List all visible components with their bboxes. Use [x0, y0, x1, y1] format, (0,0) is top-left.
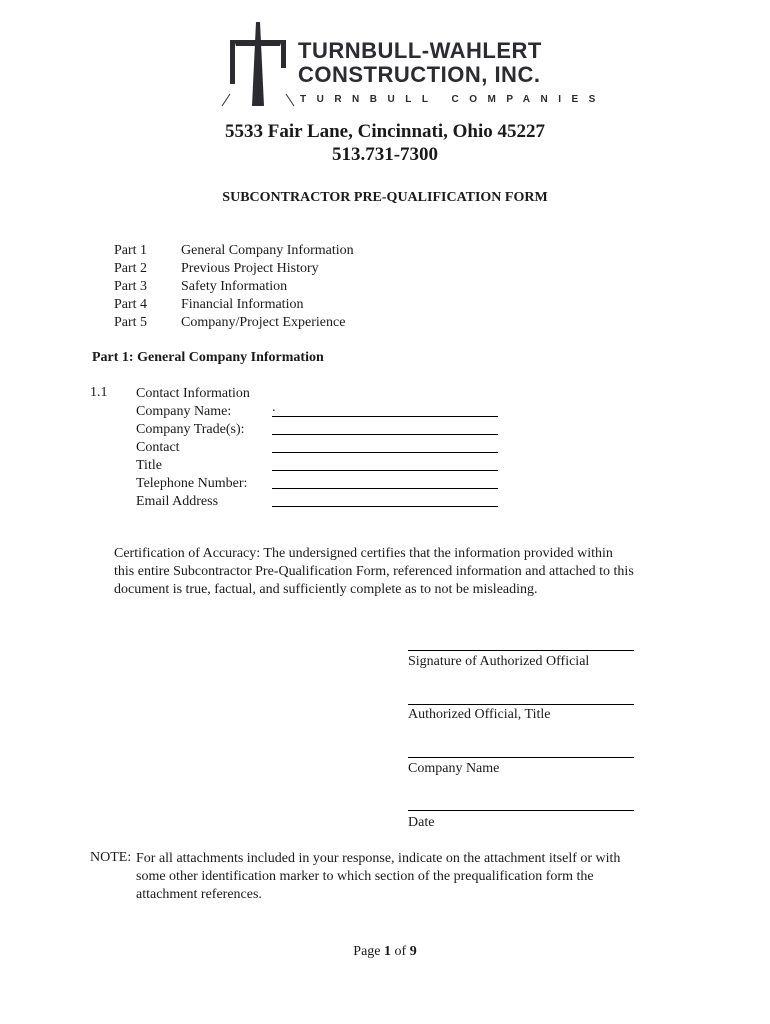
address-phone: 513.731-7300 [331, 144, 439, 165]
certification-line: this entire Subcontractor Pre-Qualification Form, referenced information and attached to this [114, 564, 634, 579]
contact-field[interactable] [272, 452, 498, 453]
address-street: 5533 Fair Lane, Cincinnati, Ohio 45227 [224, 121, 546, 142]
contact-info-block [136, 385, 250, 511]
title-field[interactable] [272, 470, 498, 471]
parts-list-item [114, 242, 354, 260]
logo-company-name-line2: CONSTRUCTION, INC. [298, 62, 541, 87]
company-name-label: Company Name: [136, 404, 232, 419]
parts-list-item [114, 296, 354, 314]
email-label: Email Address [136, 494, 219, 509]
logo-t-mark-icon [220, 20, 296, 110]
parts-list-item [114, 314, 354, 332]
note-label: NOTE: [90, 850, 132, 865]
note-line: some other identification marker to which section of the prequalification form the [136, 869, 594, 884]
logo-company-name-line1: TURNBULL-WAHLERT [298, 38, 542, 63]
part-number: Part 3 [114, 279, 148, 294]
signature-line[interactable] [408, 650, 634, 651]
part-name: Financial Information [181, 297, 304, 312]
note-line: For all attachments included in your response, indicate on the attachment itself or with [136, 851, 621, 866]
page-total: 9 [409, 944, 417, 959]
title-label: Title [136, 458, 162, 473]
company-name-field[interactable] [272, 400, 498, 417]
part-name: Safety Information [181, 279, 288, 294]
certification-paragraph [114, 545, 714, 599]
company-name-value: . [272, 400, 276, 415]
note-line: attachment references. [136, 887, 262, 902]
email-field[interactable] [272, 506, 498, 507]
signature-label: Signature of Authorized Official [408, 654, 590, 669]
official-title-label: Authorized Official, Title [408, 707, 551, 722]
company-logo [220, 20, 606, 110]
date-label: Date [408, 815, 435, 830]
company-trades-field[interactable] [272, 434, 498, 435]
parts-list-item [114, 260, 354, 278]
certification-line: Certification of Accuracy: The undersigned certifies that the information provided within [114, 546, 613, 561]
part-number: Part 5 [114, 315, 148, 330]
telephone-field[interactable] [272, 488, 498, 489]
part-number: Part 1 [114, 243, 148, 258]
part-number: Part 4 [114, 297, 148, 312]
logo-tagline: TURNBULL COMPANIES [300, 94, 606, 105]
contact-label: Contact [136, 440, 180, 455]
telephone-label: Telephone Number: [136, 476, 248, 491]
note-paragraph [136, 850, 716, 904]
contact-section-number: 1.1 [90, 385, 108, 400]
page-footer [0, 944, 770, 960]
part-name: Previous Project History [181, 261, 319, 276]
date-line[interactable] [408, 810, 634, 811]
parts-list [114, 242, 354, 332]
part-number: Part 2 [114, 261, 148, 276]
contact-heading: Contact Information [136, 386, 250, 401]
company-trades-label: Company Trade(s): [136, 422, 245, 437]
of-word: of [394, 944, 407, 959]
form-title: SUBCONTRACTOR PRE-QUALIFICATION FORM [222, 190, 548, 205]
official-title-line[interactable] [408, 704, 634, 705]
parts-list-item [114, 278, 354, 296]
company-name-signature-label: Company Name [408, 761, 500, 776]
page-current: 1 [384, 944, 392, 959]
company-name-signature-line[interactable] [408, 757, 634, 758]
page-word: Page [353, 944, 381, 959]
section-heading: Part 1: General Company Information [92, 350, 324, 365]
part-name: General Company Information [181, 243, 354, 258]
part-name: Company/Project Experience [181, 315, 346, 330]
certification-line: document is true, factual, and sufficiently complete as to not be misleading. [114, 582, 538, 597]
company-address [0, 120, 770, 166]
